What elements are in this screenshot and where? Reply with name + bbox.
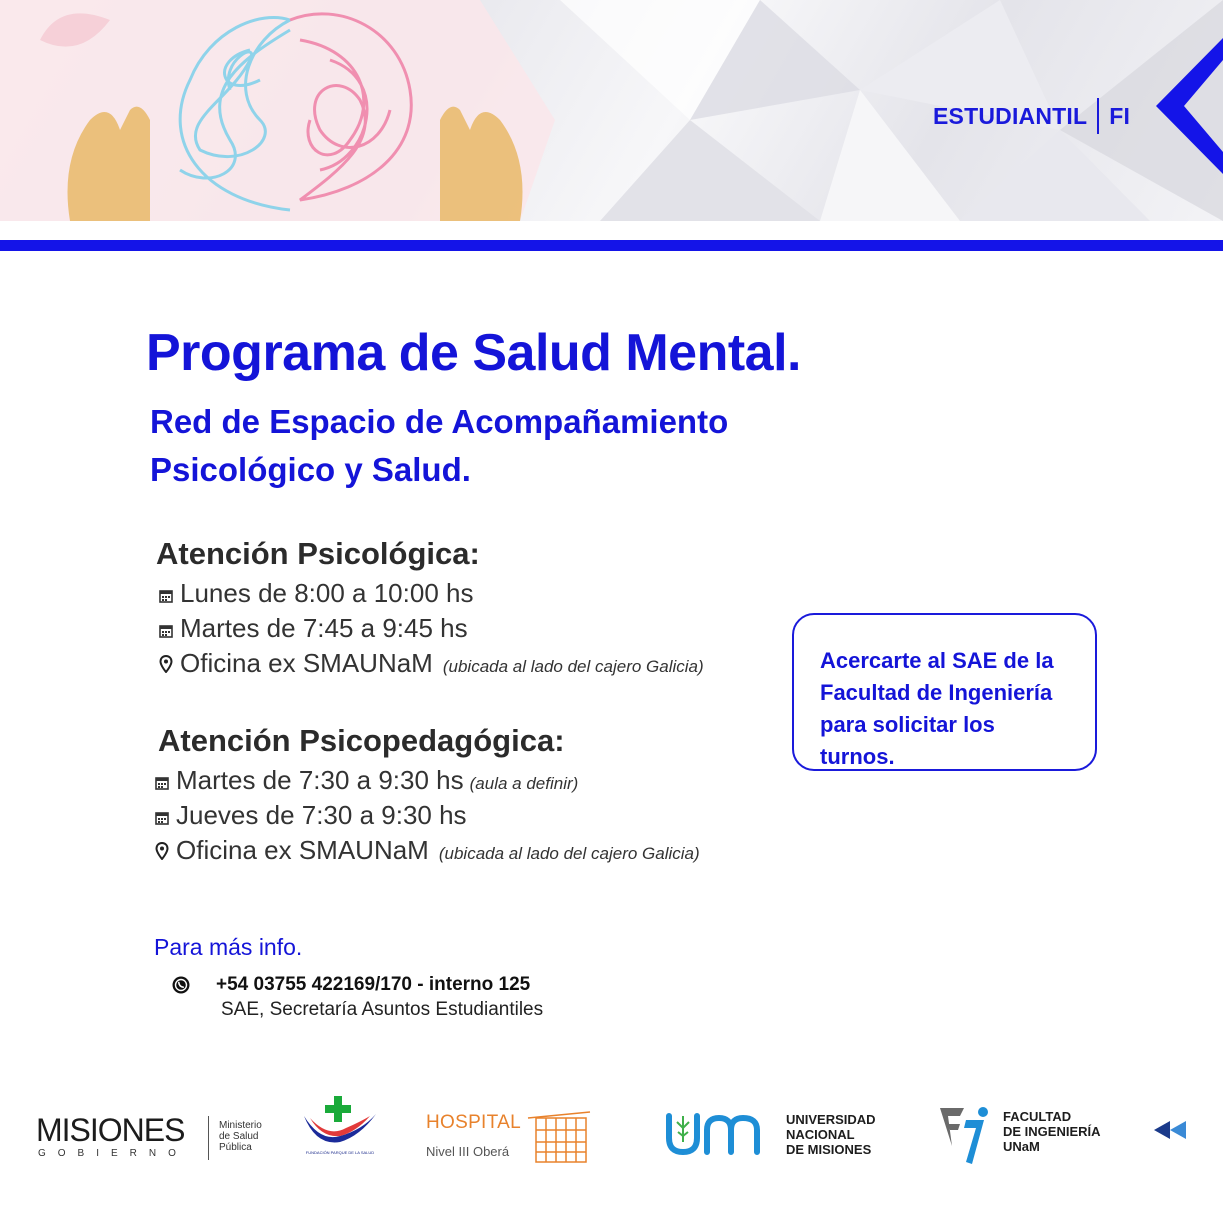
divider-bar (0, 240, 1223, 251)
header-banner (0, 0, 1223, 221)
schedule-item (154, 800, 467, 831)
ministerio-line-1: Ministerio (219, 1120, 262, 1131)
brand-left: ESTUDIANTIL (933, 102, 1088, 129)
unam-line-3: DE MISIONES (786, 1142, 872, 1157)
unam-logo-text (786, 1112, 876, 1157)
calendar-icon (154, 811, 170, 825)
calendar-icon (158, 624, 174, 638)
fi-line-2: DE INGENIERÍA (1003, 1124, 1101, 1139)
chevron-left-icon (1156, 38, 1223, 174)
turnos-callout (792, 613, 1097, 771)
ministerio-line-2: de Salud (219, 1131, 259, 1142)
fi-logo (938, 1106, 994, 1164)
fundacion-text: FUNDACIÓN PARQUE DE LA SALUD (305, 1150, 375, 1155)
callout-line-1: Acercarte al SAE de la (820, 648, 1054, 673)
page-subtitle (150, 398, 770, 494)
schedule-note: (aula a definir) (469, 774, 579, 793)
phone-number[interactable]: +54 03755 422169/170 - interno 125 (216, 974, 531, 995)
location-pin-icon (158, 655, 174, 673)
subtitle-line-2: Psicológico y Salud. (150, 451, 471, 488)
brand-divider (1097, 98, 1099, 134)
schedule-text: Martes de 7:30 a 9:30 hs (176, 765, 464, 795)
ministerio-line-3: Pública (219, 1142, 252, 1153)
unam-line-2: NACIONAL (786, 1127, 855, 1142)
callout-line-3: para solicitar los turnos. (820, 712, 995, 769)
fundacion-logo (300, 1092, 380, 1150)
page-title: Programa de Salud Mental. (146, 324, 801, 382)
fi-logo-text (1003, 1109, 1101, 1154)
calendar-icon (158, 589, 174, 603)
brand-label (933, 98, 1130, 134)
calendar-icon (154, 776, 170, 790)
schedule-text: Jueves de 7:30 a 9:30 hs (176, 800, 467, 830)
brain-hands-illustration (0, 0, 560, 221)
section-heading-psicopedagogica: Atención Psicopedagógica: (158, 723, 565, 758)
ministerio-label (219, 1120, 279, 1153)
schedule-item (158, 613, 468, 644)
schedule-item (154, 765, 578, 796)
hospital-building-icon (526, 1108, 592, 1164)
fi-line-1: FACULTAD (1003, 1109, 1072, 1124)
unam-logo (663, 1108, 773, 1156)
location-note: (ubicada al lado del cajero Galicia) (438, 844, 700, 863)
misiones-logo (36, 1112, 184, 1149)
double-arrow-icon (1154, 1120, 1190, 1140)
logo-divider (208, 1116, 209, 1160)
schedule-text: Lunes de 8:00 a 10:00 hs (180, 578, 474, 608)
location-item (154, 835, 700, 866)
unam-line-1: UNIVERSIDAD (786, 1112, 876, 1127)
location-note: (ubicada al lado del cajero Galicia) (442, 657, 704, 676)
brand-right: FI (1109, 102, 1131, 129)
more-info-label: Para más info. (154, 934, 303, 960)
location-text: Oficina ex SMAUNaM (176, 835, 429, 865)
office-name: SAE, Secretaría Asuntos Estudiantiles (221, 999, 544, 1020)
section-heading-psicologica: Atención Psicológica: (156, 536, 480, 571)
location-pin-icon (154, 842, 170, 860)
misiones-logo-text: MISIONES (36, 1112, 185, 1148)
whatsapp-icon (172, 976, 190, 994)
subtitle-line-1: Red de Espacio de Acompañamiento (150, 403, 729, 440)
location-text: Oficina ex SMAUNaM (180, 648, 433, 678)
location-item (158, 648, 704, 679)
schedule-text: Martes de 7:45 a 9:45 hs (180, 613, 468, 643)
schedule-item (158, 578, 473, 609)
hospital-subtitle: Nivel III Oberá (426, 1144, 510, 1159)
hospital-logo-text: HOSPITAL (426, 1112, 521, 1133)
phone-row (172, 974, 530, 996)
fi-line-3: UNaM (1003, 1139, 1040, 1154)
callout-line-2: Facultad de Ingeniería (820, 680, 1053, 705)
misiones-gobierno: GOBIERNO (38, 1148, 188, 1159)
